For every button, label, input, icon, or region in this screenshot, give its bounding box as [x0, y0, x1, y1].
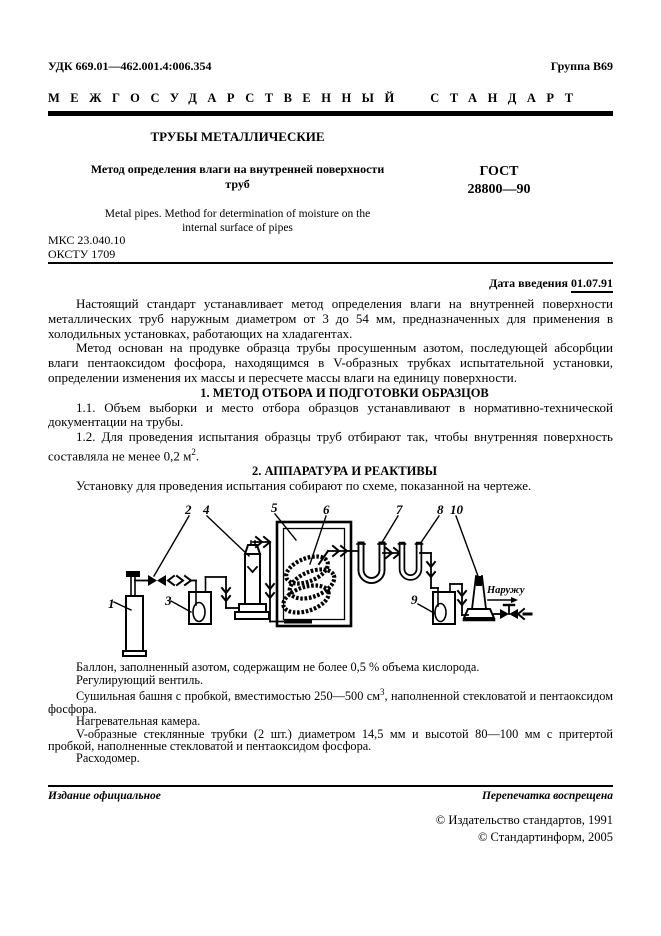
title-block — [90, 129, 385, 235]
connector-7-8 — [383, 548, 400, 558]
flowmeter — [464, 576, 494, 620]
gost-number: 28800—90 — [467, 182, 531, 197]
reprint-forbidden-label: Перепечатка воспрещена — [481, 790, 613, 802]
introduction-date-row — [48, 276, 613, 291]
gost-number-block — [425, 163, 573, 199]
mks-code: МКС 23.040.10 — [48, 233, 126, 247]
diagram-label-4: 4 — [203, 501, 210, 517]
diagram-label-3: 3 — [165, 592, 172, 608]
document-title: ТРУБЫ МЕТАЛЛИЧЕСКИЕ — [150, 129, 325, 144]
document-title-english: Metal pipes. Method for determination of moisture on the internal surface of pipes — [104, 208, 371, 234]
section-1-heading: 1. МЕТОД ОТБОРА И ПОДГОТОВКИ ОБРАЗЦОВ — [200, 385, 489, 400]
date-label: Дата введения — [489, 276, 568, 290]
pipe-to-flowmeter — [450, 584, 468, 615]
clause-1-1: 1.1. Объем выборки и место отбора образцов устанавливают в нормативно-технической документации на трубы. — [48, 399, 613, 430]
diagram-label-7: 7 — [396, 501, 403, 517]
pipe-to-vessel-9 — [420, 553, 438, 588]
header-divider-bar — [48, 111, 613, 116]
standard-kind: МЕЖГОСУДАРСТВЕННЫЙ СТАНДАРТ — [48, 91, 584, 105]
udk-row — [48, 59, 613, 74]
document-subtitle: Метод определения влаги на внутренней поверхности труб — [90, 162, 385, 191]
apparatus-diagram-wrap — [100, 496, 613, 662]
gost-label: ГОСТ — [479, 164, 519, 179]
equipment-item: Регулирующий вентиль. — [76, 672, 204, 687]
intro-paragraph-1: Настоящий стандарт устанавливает метод определения влаги на внутренней поверхности металлических труб наружным диаметром от 3 до 54 мм, предназначенных для применения в холодильных установках, работающих на хладагентах. — [48, 296, 613, 341]
diagram-label-6: 6 — [323, 501, 330, 517]
gas-cylinder — [123, 572, 146, 656]
official-edition-label: Издание официальное — [48, 790, 161, 802]
equipment-item: Баллон, заполненный азотом, содержащим не более 0,5 % объема кислорода. — [76, 660, 480, 675]
diagram-label-10: 10 — [450, 501, 463, 517]
document-body — [48, 297, 613, 765]
diagram-label-8: 8 — [437, 501, 444, 517]
outlet-valve — [494, 605, 531, 619]
date-value: 01.07.91 — [571, 276, 613, 293]
diagram-label-2: 2 — [185, 501, 192, 517]
superscript-2: 2 — [191, 446, 196, 457]
diagram-label-1: 1 — [108, 595, 115, 611]
classification-codes — [48, 234, 125, 261]
scheme-paragraph: Установку для проведения испытания собирают по схеме, показанной на чертеже. — [76, 477, 532, 493]
bubbler-vessel-3 — [189, 577, 226, 624]
footer-rule — [48, 785, 613, 787]
equipment-list — [48, 661, 613, 764]
drying-tower — [235, 541, 269, 619]
regulating-valve — [135, 575, 196, 586]
group-code: Группа В69 — [550, 59, 613, 73]
copyright-block — [48, 812, 613, 846]
section-2-heading: 2. АППАРАТУРА И РЕАКТИВЫ — [252, 464, 437, 479]
diagram-label-5: 5 — [271, 499, 278, 515]
copyright-line-2: © Стандартинформ, 2005 — [477, 830, 613, 844]
equipment-item: Нагревательная камера. — [76, 714, 201, 729]
outward-label: Наружу — [487, 584, 525, 596]
okstu-code: ОКСТУ 1709 — [48, 246, 116, 261]
apparatus-diagram — [100, 496, 535, 658]
bubbler-vessel-9 — [433, 584, 455, 624]
outward-arrow — [488, 597, 518, 603]
u-tube-7 — [357, 544, 386, 581]
clause-1-2: 1.2. Для проведения испытания образцы труб отбирают так, чтобы внутренняя поверхность составляла не менее 0,2 $м^2$. — [48, 429, 613, 464]
pipe-to-chamber — [253, 537, 308, 622]
udk-code: УДК 669.01—462.001.4:006.354 — [48, 59, 212, 73]
copyright-line-1: © Издательство стандартов, 1991 — [435, 813, 613, 827]
u-tube-8 — [399, 544, 423, 578]
horizontal-rule — [48, 262, 613, 264]
pipe-to-tower — [222, 577, 239, 608]
equipment-item: Сушильная башня с пробкой, вместимостью 250—500 $см^3$, наполненной стекловатой и пентаоксидом фосфора. — [48, 687, 613, 716]
equipment-item: Расходомер. — [76, 751, 140, 766]
superscript-3: 3 — [380, 687, 385, 698]
equipment-item: V-образные стеклянные трубки (2 шт.) диаметром 14,5 мм и высотой 80—100 мм с притертой пробкой, наполненные стекловатой и пентаоксидом фосфора. — [48, 726, 613, 754]
diagram-label-9: 9 — [411, 591, 418, 607]
footer-row — [48, 790, 613, 802]
coil — [280, 551, 339, 618]
intro-paragraph-2: Метод основан на продувке образца трубы просушенным азотом, последующей абсорбции влаги пентаоксидом фосфора, находящимся в V-образных трубках испытательной установки, определении изменения их массы и пересчете массы влаги на единицу поверхности. — [48, 340, 613, 385]
